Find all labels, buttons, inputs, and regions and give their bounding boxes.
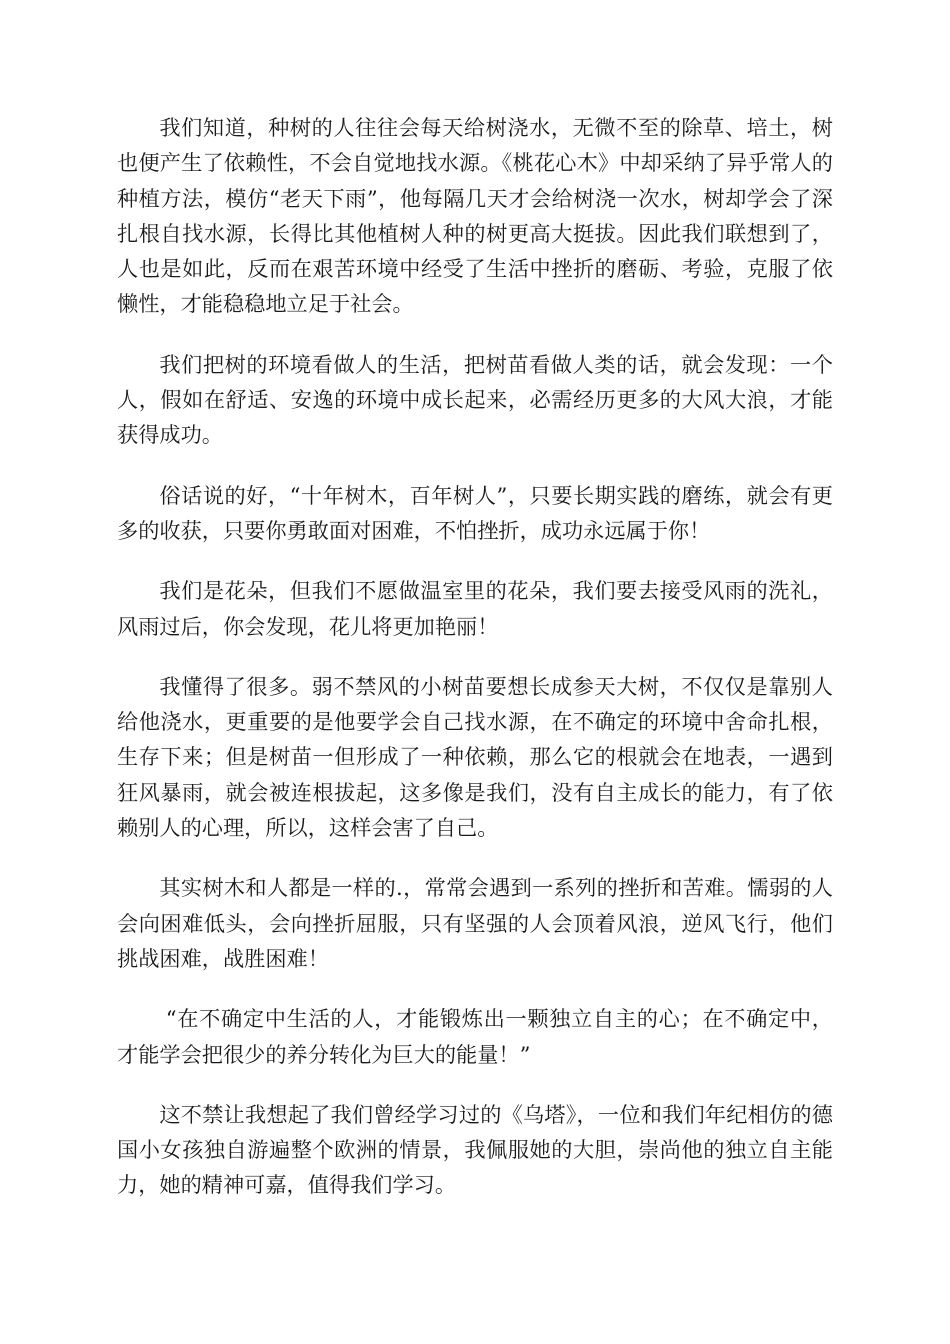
paragraph-1: 我们知道，种树的人往往会每天给树浇水，无微不至的除草、培土，树也便产生了依赖性，不会自觉地找水源。《桃花心木》中却采纳了异乎常人的种植方法，模仿“老天下雨”，他每隔几天才会给树浇一次水，树却学会了深扎根自找水源，长得比其他植树人种的树更高大挺拔。因此我们联想到了，人也是如此，反而在艰苦环境中经受了生活中挫折的磨砺、考验，克服了依懒性，才能稳稳地立足于社会。 <box>117 115 833 317</box>
quote-paragraph: “在不确定中生活的人，才能锻炼出一颗独立自主的心；在不确定中，才能学会把很少的养分转化为巨大的能量！” <box>117 1006 833 1067</box>
document-body <box>117 110 833 1228</box>
paragraph-4: 我们是花朵，但我们不愿做温室里的花朵，我们要去接受风雨的洗礼，风雨过后，你会发现，花儿将更加艳丽！ <box>117 578 833 639</box>
paragraph-8: 这不禁让我想起了我们曾经学习过的《乌塔》，一位和我们年纪相仿的德国小女孩独自游遍整个欧洲的情景，我佩服她的大胆，崇尚他的独立自主能力，她的精神可嘉，值得我们学习。 <box>117 1101 833 1198</box>
paragraph-6: 其实树木和人都是一样的.，常常会遇到一系列的挫折和苦难。懦弱的人会向困难低头，会向挫折屈服，只有坚强的人会顶着风浪，逆风飞行，他们挑战困难，战胜困难！ <box>117 875 833 971</box>
paragraph-5: 我懂得了很多。弱不禁风的小树苗要想长成参天大树，不仅仅是靠别人给他浇水，更重要的是他要学会自己找水源，在不确定的环境中舍命扎根，生存下来；但是树苗一但形成了一种依赖，那么它的根就会在地表，一遇到狂风暴雨，就会被连根拔起，这多像是我们，没有自主成长的能力，有了依赖别人的心理，所以，这样会害了自己。 <box>117 673 833 841</box>
paragraph-3: 俗话说的好，“十年树木，百年树人”，只要长期实践的磨练，就会有更多的收获，只要你勇敢面对困难，不怕挫折，成功永远属于你！ <box>117 482 833 543</box>
paragraph-2: 我们把树的环境看做人的生活，把树苗看做人类的话，就会发现：一个人，假如在舒适、安逸的环境中成长起来，必需经历更多的大风大浪，才能获得成功。 <box>117 351 833 448</box>
